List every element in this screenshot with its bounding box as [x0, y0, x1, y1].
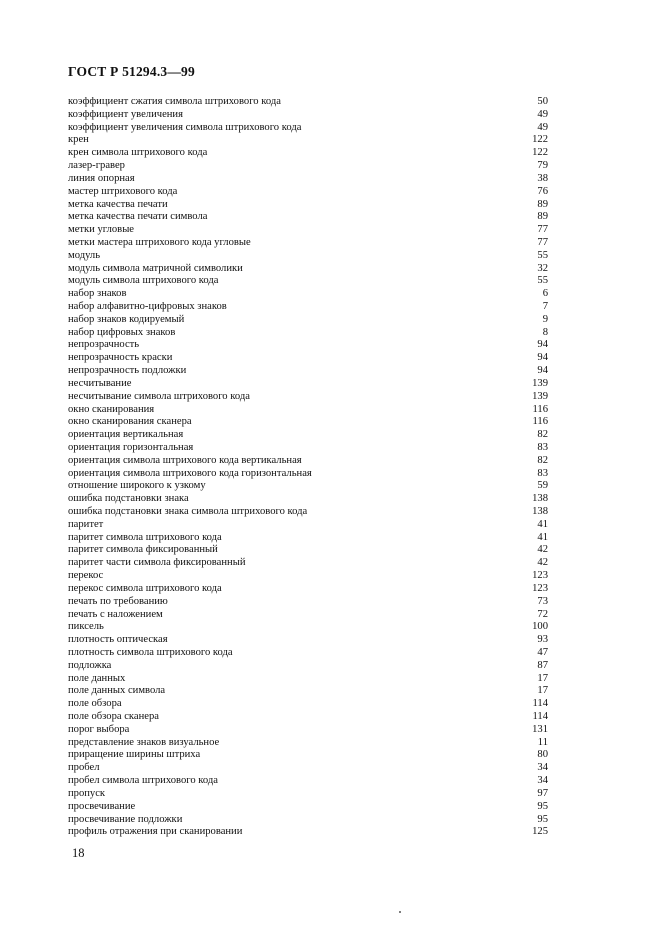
index-term: просвечивание подложки	[68, 813, 183, 825]
index-term: паритет	[68, 518, 104, 530]
index-page-number: 139	[532, 377, 548, 389]
index-term: приращение ширины штриха	[68, 749, 201, 761]
index-term: лазер-гравер	[68, 160, 125, 172]
index-page-number: 41	[537, 518, 548, 530]
index-term: непрозрачность	[68, 339, 140, 351]
index-term: коэффициент увеличения	[68, 108, 183, 120]
index-page-number: 38	[537, 172, 548, 184]
index-entry	[68, 583, 548, 596]
index-page-number: 55	[537, 249, 548, 261]
index-term: представление знаков визуальное	[68, 736, 220, 748]
index-entry	[68, 801, 548, 814]
index-page-number: 73	[537, 595, 548, 607]
index-page-number: 89	[537, 211, 548, 223]
index-page-number: 34	[537, 762, 548, 774]
index-term: ошибка подстановки знака	[68, 493, 189, 505]
index-entry	[68, 301, 548, 314]
index-term: линия опорная	[68, 172, 135, 184]
index-page-number: 131	[532, 723, 548, 735]
index-page-number: 17	[537, 672, 548, 684]
index-entry	[68, 288, 548, 301]
index-entry	[68, 250, 548, 263]
index-page-number: 100	[532, 621, 548, 633]
page-number: 18	[72, 846, 85, 860]
index-term: ориентация символа штрихового кода горизонтальная	[68, 467, 312, 479]
index-page-number: 11	[537, 736, 548, 748]
index-page-number: 80	[537, 749, 548, 761]
index-term: коэффициент сжатия символа штрихового кода	[68, 96, 281, 107]
index-term: перекос символа штрихового кода	[68, 582, 222, 594]
index-entry	[68, 570, 548, 583]
index-entry	[68, 211, 548, 224]
index-term: поле данных	[68, 672, 126, 684]
index-entry	[68, 455, 548, 468]
index-entry	[68, 737, 548, 750]
index-term: мастер штрихового кода	[68, 185, 178, 197]
index-entry	[68, 698, 548, 711]
index-page-number: 94	[537, 365, 548, 377]
index-term: подложка	[68, 659, 112, 671]
index-term: плотность символа штрихового кода	[68, 646, 233, 658]
index-entry	[68, 378, 548, 391]
index-page-number: 97	[537, 787, 548, 799]
index-entry	[68, 673, 548, 686]
index-page-number: 83	[537, 441, 548, 453]
index-entry	[68, 557, 548, 570]
index-term: отношение широкого к узкому	[68, 480, 206, 492]
index-term: крен	[68, 134, 89, 146]
index-entry	[68, 263, 548, 276]
index-entry	[68, 506, 548, 519]
index-entry	[68, 224, 548, 237]
index-entry	[68, 532, 548, 545]
index-page-number: 138	[532, 493, 548, 505]
index-entry	[68, 519, 548, 532]
index-term: набор знаков	[68, 288, 127, 300]
index-page-number: 138	[532, 506, 548, 517]
index-term: набор алфавитно-цифровых знаков	[68, 301, 227, 312]
index-entry	[68, 275, 548, 288]
index-term: метка качества печати символа	[68, 211, 208, 223]
document-header: ГОСТ Р 51294.3—99	[68, 64, 195, 79]
term-index	[68, 96, 548, 839]
index-page-number: 139	[532, 390, 548, 402]
index-term: паритет символа фиксированный	[68, 544, 218, 556]
index-term: паритет части символа фиксированный	[68, 557, 246, 569]
index-term: окно сканирования	[68, 403, 155, 415]
index-entry	[68, 173, 548, 186]
index-term: пробел	[68, 762, 100, 774]
index-entry	[68, 596, 548, 609]
index-term: поле обзора	[68, 698, 122, 710]
index-term: несчитывание символа штрихового кода	[68, 390, 250, 402]
index-page-number: 89	[537, 198, 548, 210]
index-term: коэффициент увеличения символа штрихового кода	[68, 121, 302, 133]
index-page-number: 47	[537, 646, 548, 658]
index-entry	[68, 724, 548, 737]
index-page-number: 79	[537, 160, 548, 172]
index-page-number: 6	[542, 288, 548, 300]
index-entry	[68, 544, 548, 557]
index-entry	[68, 749, 548, 762]
index-page-number: 49	[537, 108, 548, 120]
index-term: набор цифровых знаков	[68, 326, 176, 338]
index-page-number: 87	[537, 659, 548, 671]
index-term: набор знаков кодируемый	[68, 313, 185, 325]
index-entry	[68, 468, 548, 481]
index-page-number: 123	[532, 582, 548, 594]
index-term: перекос	[68, 570, 104, 582]
index-term: непрозрачность подложки	[68, 365, 187, 377]
index-entry	[68, 609, 548, 622]
index-page-number: 9	[542, 313, 548, 325]
index-entry	[68, 109, 548, 122]
index-entry	[68, 826, 548, 839]
index-page-number: 7	[542, 301, 548, 312]
index-term: метки угловые	[68, 224, 135, 236]
index-page-number: 94	[537, 352, 548, 364]
index-page-number: 95	[537, 813, 548, 825]
index-entry	[68, 237, 548, 250]
index-term: модуль символа штрихового кода	[68, 275, 219, 287]
index-page-number: 95	[537, 800, 548, 812]
index-entry	[68, 404, 548, 417]
index-page-number: 42	[537, 557, 548, 569]
index-entry	[68, 199, 548, 212]
index-page-number: 8	[542, 326, 548, 338]
index-page-number: 114	[532, 711, 548, 722]
index-page-number: 55	[537, 275, 548, 287]
index-entry	[68, 711, 548, 724]
index-entry	[68, 493, 548, 506]
index-entry	[68, 122, 548, 135]
index-page-number: 59	[537, 480, 548, 492]
index-page-number: 116	[532, 416, 548, 428]
index-page-number: 42	[537, 544, 548, 556]
index-page-number: 122	[532, 134, 548, 146]
index-entry	[68, 814, 548, 827]
index-entry	[68, 147, 548, 160]
index-page-number: 83	[537, 467, 548, 479]
index-page-number: 50	[537, 96, 548, 107]
index-entry	[68, 416, 548, 429]
index-term: крен символа штрихового кода	[68, 147, 208, 159]
index-entry	[68, 660, 548, 673]
index-term: ориентация горизонтальная	[68, 441, 194, 453]
index-term: поле данных символа	[68, 685, 166, 697]
index-term: пробел символа штрихового кода	[68, 775, 218, 787]
index-term: пиксель	[68, 621, 104, 633]
index-page-number: 125	[532, 826, 548, 838]
index-term: несчитывание	[68, 377, 132, 389]
index-entry	[68, 775, 548, 788]
index-term: модуль символа матричной символики	[68, 262, 243, 274]
index-page-number: 77	[537, 236, 548, 248]
index-page-number: 32	[537, 262, 548, 274]
index-page-number: 77	[537, 224, 548, 236]
index-entry	[68, 442, 548, 455]
index-entry	[68, 134, 548, 147]
index-page-number: 34	[537, 775, 548, 787]
index-entry	[68, 685, 548, 698]
index-entry	[68, 634, 548, 647]
index-term: профиль отражения при сканировании	[68, 826, 243, 838]
index-term: метки мастера штрихового кода угловые	[68, 236, 251, 248]
index-term: окно сканирования сканера	[68, 416, 192, 428]
index-entry	[68, 429, 548, 442]
index-entry	[68, 365, 548, 378]
index-term: пропуск	[68, 787, 106, 799]
index-term: непрозрачность краски	[68, 352, 173, 364]
index-entry	[68, 788, 548, 801]
index-entry	[68, 339, 548, 352]
index-page-number: 82	[537, 429, 548, 441]
index-term: поле обзора сканера	[68, 711, 159, 722]
index-page-number: 94	[537, 339, 548, 351]
scan-speck	[399, 911, 401, 913]
index-term: печать с наложением	[68, 608, 163, 620]
index-page-number: 41	[537, 531, 548, 543]
index-entry	[68, 621, 548, 634]
index-page-number: 93	[537, 634, 548, 646]
index-term: ориентация символа штрихового кода вертикальная	[68, 454, 302, 466]
index-entry	[68, 186, 548, 199]
index-term: просвечивание	[68, 800, 136, 812]
index-term: плотность оптическая	[68, 634, 168, 646]
index-entry	[68, 391, 548, 404]
index-entry	[68, 314, 548, 327]
index-term: модуль	[68, 249, 101, 261]
index-page-number: 82	[537, 454, 548, 466]
index-page-number: 76	[537, 185, 548, 197]
index-entry	[68, 327, 548, 340]
index-entry	[68, 480, 548, 493]
index-term: печать по требованию	[68, 595, 168, 607]
index-entry	[68, 762, 548, 775]
index-entry	[68, 647, 548, 660]
index-entry	[68, 96, 548, 109]
index-page-number: 114	[532, 698, 548, 710]
index-entry	[68, 352, 548, 365]
index-page-number: 49	[537, 121, 548, 133]
index-term: порог выбора	[68, 723, 130, 735]
index-page-number: 123	[532, 570, 548, 582]
index-page-number: 116	[532, 403, 548, 415]
index-entry	[68, 160, 548, 173]
index-term: паритет символа штрихового кода	[68, 531, 222, 543]
index-term: метка качества печати	[68, 198, 168, 210]
index-page-number: 122	[532, 147, 548, 159]
index-page-number: 72	[537, 608, 548, 620]
index-page-number: 17	[537, 685, 548, 697]
index-term: ошибка подстановки знака символа штрихового кода	[68, 506, 308, 517]
index-term: ориентация вертикальная	[68, 429, 184, 441]
